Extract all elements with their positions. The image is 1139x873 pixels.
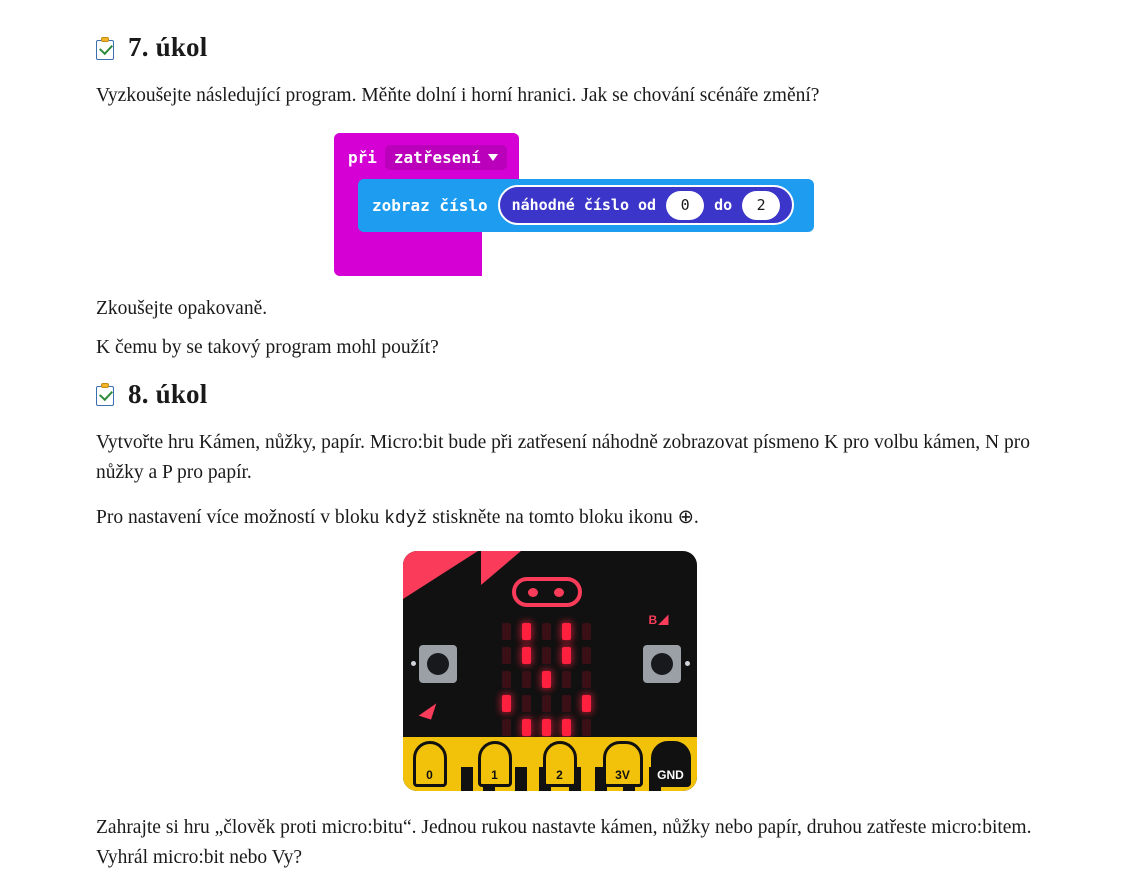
led [562, 623, 571, 640]
led [582, 671, 591, 688]
led [582, 719, 591, 736]
button-b [643, 645, 681, 683]
random-min-input[interactable]: 0 [666, 191, 704, 220]
show-number-label: zobraz číslo [372, 195, 488, 215]
led [562, 647, 571, 664]
led [542, 647, 551, 664]
led [582, 647, 591, 664]
task-7-after-2: K čemu by se takový program mohl použít? [96, 337, 439, 359]
random-number-label: náhodné číslo od [511, 196, 657, 215]
led [522, 623, 531, 640]
led [542, 695, 551, 712]
led [562, 719, 571, 736]
hat-block-notch [482, 232, 519, 276]
board-triangle-accent [418, 700, 436, 720]
board-hole-right [685, 661, 690, 666]
led [502, 623, 511, 640]
task-7-title: 7. úkol [128, 32, 208, 62]
task-8-para-1: Vytvořte hru Kámen, nůžky, papír. Micro:bit bude při zatřesení náhodně zobrazovat písmeno K pro volbu kámen, N pro nůžky a P pro papír. [96, 431, 1030, 483]
led [582, 623, 591, 640]
task-8-para-2 [96, 503, 1036, 533]
task-8-heading [96, 379, 1043, 410]
event-dropdown[interactable] [385, 145, 507, 170]
inline-code-kdyz: když [384, 509, 428, 530]
hat-keyword: při [348, 147, 377, 167]
led [502, 671, 511, 688]
board-corner-accent-right [481, 551, 521, 585]
clipboard-check-icon [96, 383, 116, 407]
board-corner-accent-left [403, 551, 478, 599]
chevron-down-icon [488, 154, 498, 161]
task-7-heading [96, 32, 1043, 63]
random-number-reporter [498, 185, 795, 225]
led [502, 695, 511, 712]
button-a [419, 645, 457, 683]
pin-pad-2: 2 [543, 741, 577, 787]
led [502, 647, 511, 664]
event-dropdown-value: zatřesení [393, 147, 481, 167]
clipboard-check-icon [96, 37, 116, 61]
edge-connector [403, 737, 697, 791]
led [522, 719, 531, 736]
led [542, 719, 551, 736]
led [502, 719, 511, 736]
led [542, 671, 551, 688]
task-8-para-3: Zahrajte si hru „člověk proti micro:bitu“. Jednou rukou nastavte kámen, nůžky nebo papír, druhou zatřeste micro:bitem. Vyhrál micro:bit nebo Vy? [96, 817, 1032, 869]
task-8-title: 8. úkol [128, 378, 208, 409]
board-hole-left [411, 661, 416, 666]
microbit-logo-icon [512, 577, 582, 607]
pin-pad-3v: 3V [603, 741, 643, 787]
microbit-figure [96, 551, 1043, 791]
pin-pad-0: 0 [413, 741, 447, 787]
led [582, 695, 591, 712]
led-matrix [497, 619, 597, 739]
microbit-board [403, 551, 697, 791]
show-number-block [358, 179, 814, 232]
led [562, 695, 571, 712]
task-7-after-1: Zkoušejte opakovaně. [96, 297, 268, 319]
random-max-input[interactable]: 2 [742, 191, 780, 220]
task-7-intro: Vyzkoušejte následující program. Měňte dolní i horní hranici. Jak se chování scénáře změní? [96, 85, 820, 106]
button-b-label: B [648, 613, 658, 628]
pin-pad-gnd: GND [651, 741, 691, 787]
task-8-para-2-a: Pro nastavení více možností v bloku [96, 507, 385, 529]
pin-pad-1: 1 [478, 741, 512, 787]
led [522, 671, 531, 688]
random-to-label: do [714, 196, 733, 215]
led [522, 695, 531, 712]
task-8-para-2-b: stiskněte na tomto bloku ikonu ⊕. [427, 507, 699, 529]
makecode-block-figure [96, 133, 1043, 276]
led [522, 647, 531, 664]
event-hat-label [348, 145, 507, 170]
led [542, 623, 551, 640]
led [562, 671, 571, 688]
